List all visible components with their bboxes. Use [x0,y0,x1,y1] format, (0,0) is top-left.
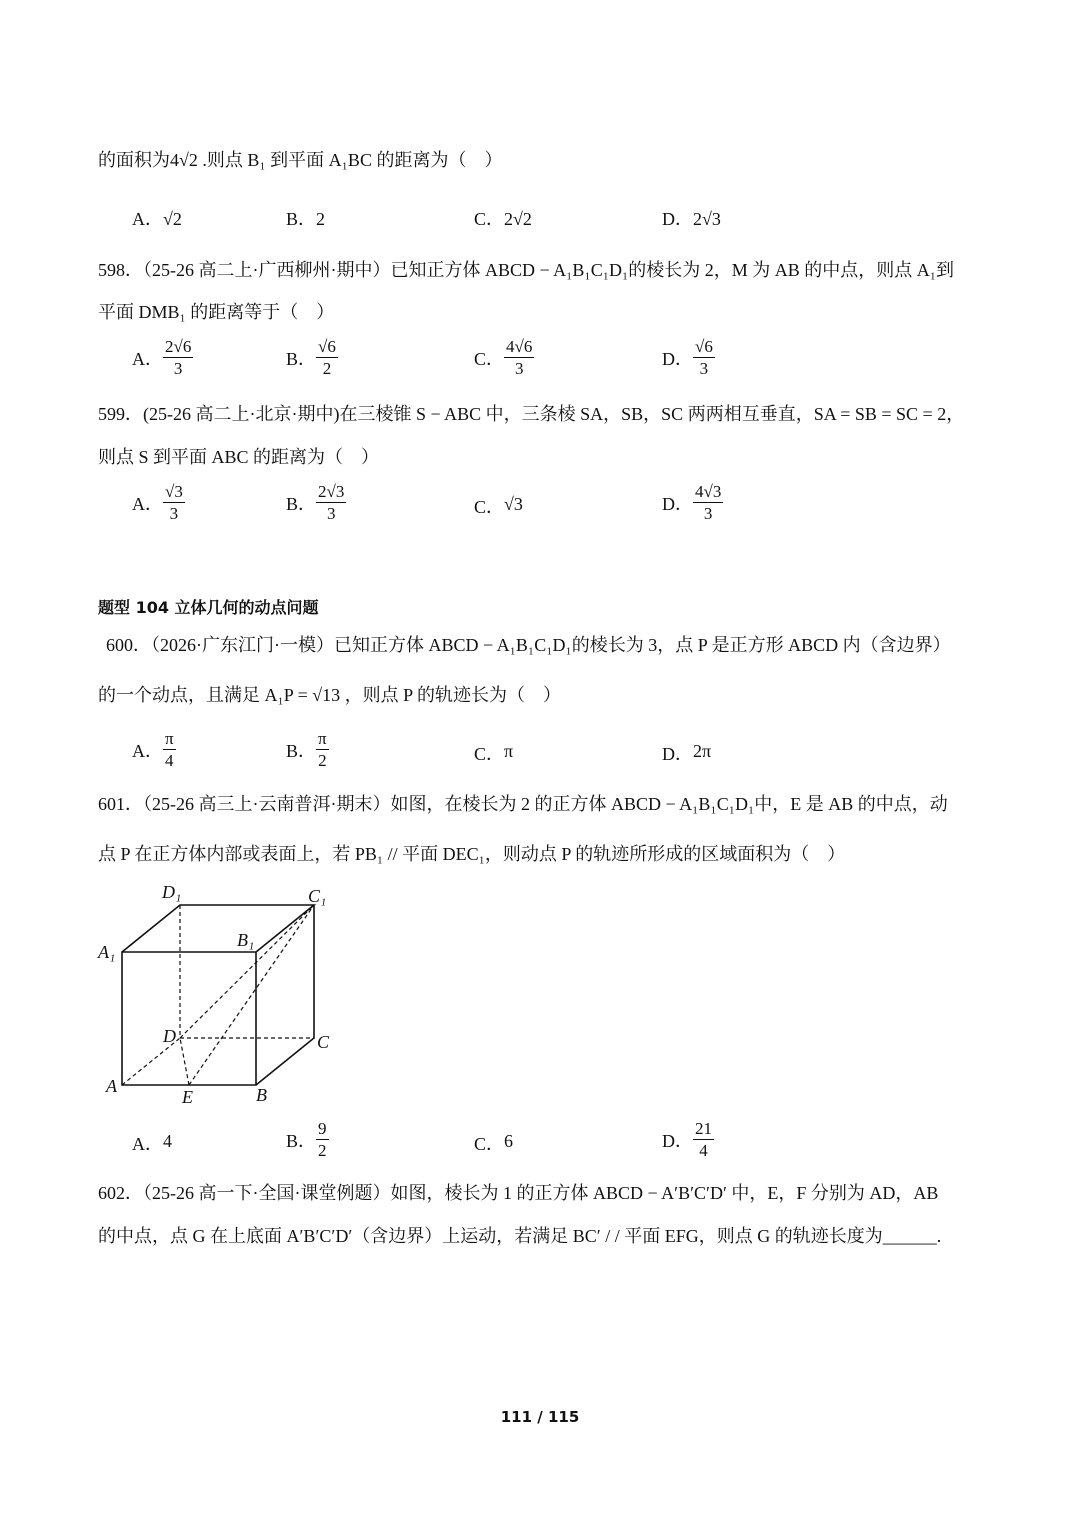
option-a [132,728,176,772]
fraction [163,481,185,525]
numerator: 2√6 [163,336,193,358]
fraction [316,728,329,772]
q599-line1: 599．(25-26 高二上·北京·期中)在三棱锥 S − ABC 中，三条棱 SA，SB，SC 两两相互垂直，SA = SB = SC = 2， [98,404,965,424]
denominator: 3 [514,359,524,379]
label-d: D [163,1026,176,1046]
option-label: B． [286,348,317,369]
numerator: π [316,728,329,750]
option-label: C． [474,348,505,369]
option-c: C．2√2 [474,209,532,229]
option-label: B． [286,493,317,514]
label-a1: A₁ [98,942,116,962]
option-a [132,1130,172,1156]
denominator: 2 [318,1141,327,1161]
option-c [474,493,523,519]
q601-line1: 601．（25-26 高三上·云南普洱·期末）如图，在棱长为 2 的正方体 ABCD − A₁B₁C₁D₁中，E 是 AB 的中点，动 [98,794,948,814]
q600-line1: 600．（2026·广东江门·一模）已知正方体 ABCD − A₁B₁C₁D₁的棱长为 3，点 P 是正方形 ABCD 内（含边界） [106,635,951,655]
label-d1: D₁ [162,882,182,902]
cube-figure [0,0,400,1110]
option-label: D． [662,348,693,369]
option-value: 6 [504,1131,514,1152]
numerator: 4√3 [693,481,723,503]
numerator: 4√6 [504,336,534,358]
option-label: C． [474,744,505,764]
section-heading: 题型 104 立体几何的动点问题 [98,598,319,617]
q602-line2: 的中点，点 G 在上底面 A′B′C′D′（含边界）上运动，若满足 BC′ / / 平面 EFG，则点 G 的轨迹长度为______. [98,1226,942,1246]
page-number: 111 / 115 [500,1408,580,1426]
fraction [163,336,193,380]
option-label: D． [662,1130,693,1151]
label-c1: C₁ [308,886,327,906]
denominator: 4 [165,751,174,771]
numerator: 2√3 [316,481,346,503]
option-label: D． [662,744,693,764]
denominator: 3 [699,359,709,379]
option-d [662,481,723,525]
numerator: √6 [316,336,338,358]
option-b [286,728,329,772]
fraction [504,336,534,380]
option-label: D． [662,493,693,514]
option-c [474,336,534,380]
option-c [474,740,513,766]
option-label: A． [132,740,163,761]
option-b [286,336,338,380]
q600-line2: 的一个动点，且满足 A₁P = √13 ，则点 P 的轨迹长为（ ） [98,685,561,705]
q602-line1: 602．（25-26 高一下·全国·课堂例题）如图，棱长为 1 的正方体 ABCD − A′B′C′D′ 中，E，F 分别为 AD，AB [98,1183,939,1203]
fraction [316,481,346,525]
option-label: A． [132,1134,163,1154]
option-value: π [504,741,514,762]
denominator: 3 [703,504,713,524]
label-b: B [256,1085,267,1105]
option-d [662,740,711,766]
numerator: π [163,728,176,750]
option-d [662,1118,714,1162]
q597-text: 的面积为4√2 .则点 B₁ 到平面 A₁BC 的距离为（ ） [98,150,503,170]
label-e: E [182,1087,193,1107]
fraction [693,1118,714,1162]
option-label: C． [474,497,505,517]
numerator: 21 [693,1118,714,1140]
q598-line1: 598．（25-26 高二上·广西柳州·期中）已知正方体 ABCD − A₁B₁C₁D₁的棱长为 2，M 为 AB 的中点，则点 A₁到 [98,260,955,280]
numerator: 9 [316,1118,329,1140]
fraction [693,336,715,380]
option-b: B．2 [286,209,326,229]
option-label: A． [132,348,163,369]
option-a: A．√2 [132,209,182,229]
option-value: 2π [693,741,712,762]
denominator: 3 [169,504,179,524]
label-a: A [106,1076,117,1096]
q599-line2: 则点 S 到平面 ABC 的距离为（ ） [98,447,380,467]
fraction [316,1118,329,1162]
option-b [286,1118,329,1162]
option-label: B． [286,740,317,761]
option-d [662,336,715,380]
option-a [132,336,193,380]
denominator: 2 [322,359,332,379]
fraction [163,728,176,772]
numerator: √6 [693,336,715,358]
denominator: 3 [173,359,183,379]
fraction [693,481,723,525]
option-a [132,481,185,525]
denominator: 2 [318,751,327,771]
option-label: C． [474,1134,505,1154]
label-b1: B₁ [237,930,255,950]
option-value: 4 [163,1131,172,1152]
numerator: √3 [163,481,185,503]
denominator: 4 [699,1141,708,1161]
option-value: √3 [504,494,523,515]
denominator: 3 [326,504,336,524]
option-d: D．2√3 [662,209,721,229]
option-label: A． [132,493,163,514]
label-c: C [317,1032,330,1052]
option-label: B． [286,1130,317,1151]
q598-line2: 平面 DMB₁ 的距离等于（ ） [98,302,335,322]
option-c [474,1130,513,1156]
fraction [316,336,338,380]
q601-line2: 点 P 在正方体内部或表面上，若 PB₁ // 平面 DEC₁，则动点 P 的轨迹所形成的区域面积为（ ） [98,844,846,864]
option-b [286,481,346,525]
